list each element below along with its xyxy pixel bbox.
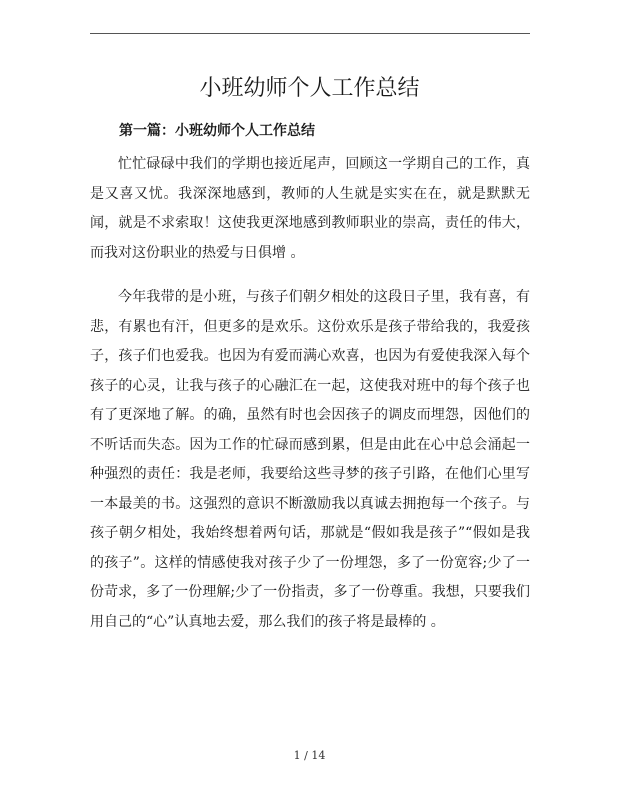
header-rule (90, 33, 530, 34)
page-number: 1 / 14 (293, 749, 326, 762)
paragraph-1: 忙忙碌碌中我们的学期也接近尾声，回顾这一学期自己的工作，真是又喜又忧。我深深地感到，教师的人生就是实实在在，就是默默无闻，就是不求索取！这使我更深地感到教师职业的崇高，责任的伟大，而我对这份职业的热爱与日俱增 。 (90, 156, 530, 261)
document-title: 小班幼师个人工作总结 (199, 76, 420, 101)
section-heading: 第一篇：小班幼师个人工作总结 (119, 123, 315, 139)
paragraph-2: 今年我带的是小班，与孩子们朝夕相处的这段日子里，我有喜，有悲，有累也有汗，但更多的是欢乐。这份欢乐是孩子带给我的，我爱孩子，孩子们也爱我。也因为有爱而满心欢喜，也因为有爱使我深入每个孩子的心灵，让我与孩子的心融汇在一起，这使我对班中的每个孩子也有了更深地了解。的确，虽然有时也会因孩子的调皮而埋怨，因他们的不听话而失态。因为工作的忙碌而感到累，但是由此在心中总会涌起一种强烈的责任：我是老师，我要给这些寻梦的孩子引路，在他们心里写一本最美的书。这强烈的意识不断激励我以真诚去拥抱每一个孩子。与孩子朝夕相处，我始终想着两句话，那就是“假如我是孩子”“假如是我的孩子”。这样的情感使我对孩子少了一份埋怨，多了一份宽容;少了一份苛求，多了一份理解;少了一份指责，多了一份尊重。我想，只要我们用自己的“心”认真地去爱，那么我们的孩子将是最棒的 。 (90, 289, 530, 630)
